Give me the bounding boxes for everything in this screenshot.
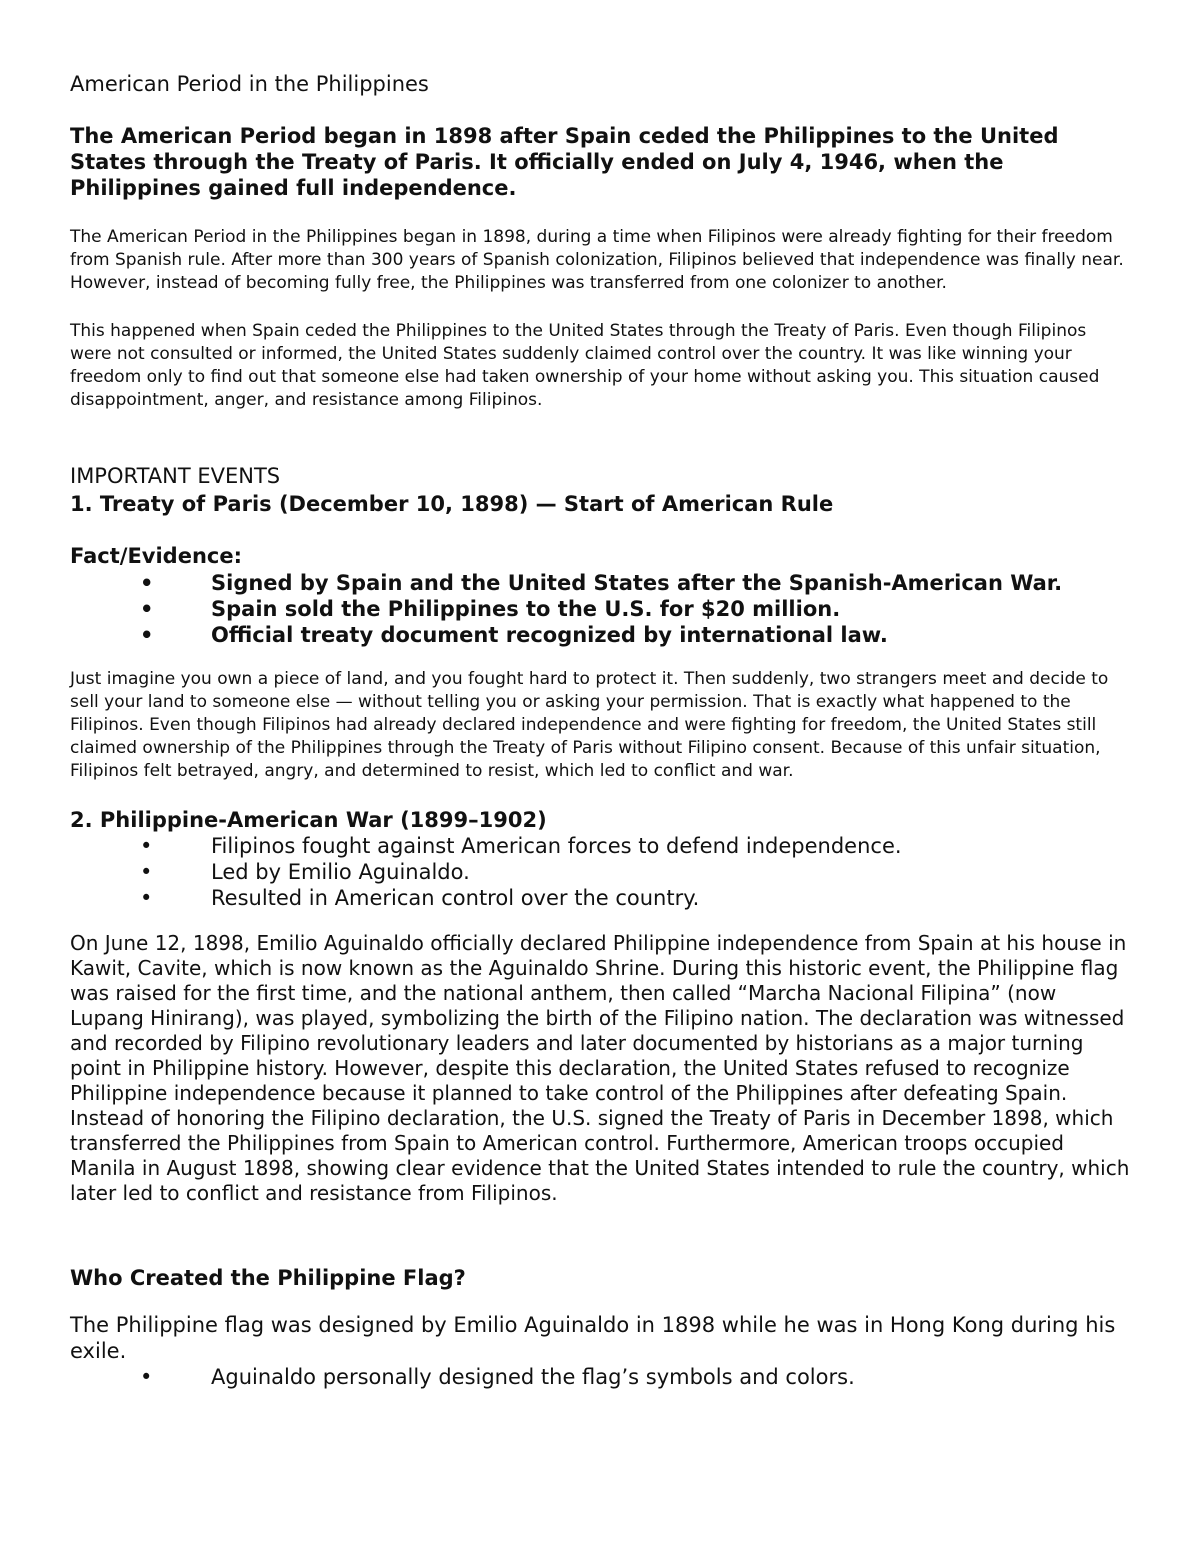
flag-bullet-list <box>70 1364 1130 1390</box>
bullet-text: Resulted in American control over the country. <box>211 886 700 910</box>
list-item <box>70 885 1130 911</box>
bullet-icon: • <box>140 860 153 884</box>
intro-paragraph-1: The American Period in the Philippines began in 1898, during a time when Filipinos were already fighting for their freedom from Spanish rule. After more than 300 years of Spanish colonization, Filipinos believed that independence was finally near. However, instead of becoming fully free, the Philippines was transferred from one colonizer to another. <box>70 227 1124 293</box>
document-title: American Period in the Philippines <box>70 72 429 96</box>
events-heading: IMPORTANT EVENTS <box>70 464 281 488</box>
list-item <box>70 833 1130 859</box>
bullet-icon: • <box>140 834 153 858</box>
bullet-icon: • <box>140 597 154 621</box>
event2-bullet-list <box>70 833 1130 911</box>
bullet-text: Aguinaldo personally designed the flag’s symbols and colors. <box>211 1365 855 1389</box>
list-item <box>70 596 1130 622</box>
summary-paragraph: The American Period began in 1898 after Spain ceded the Philippines to the United States through the Treaty of Paris. It officially ended on July 4, 1946, when the Philippines gained full independence. <box>70 124 1059 200</box>
bullet-text: Spain sold the Philippines to the U.S. for $20 million. <box>211 597 841 621</box>
bullet-icon: • <box>140 571 154 595</box>
intro-paragraph-2: This happened when Spain ceded the Philippines to the United States through the Treaty of Paris. Even though Filipinos were not consulted or informed, the United States suddenly claimed control over the country. It was like winning your freedom only to find out that someone else had taken ownership of your home without asking you. This situation caused disappointment, anger, and resistance among Filipinos. <box>70 321 1100 410</box>
list-item <box>70 1364 1130 1390</box>
flag-paragraph: The Philippine flag was designed by Emilio Aguinaldo in 1898 while he was in Hong Kong during his exile. <box>70 1313 1116 1363</box>
flag-heading: Who Created the Philippine Flag? <box>70 1266 466 1290</box>
bullet-text: Official treaty document recognized by international law. <box>211 623 888 647</box>
event2-paragraph: On June 12, 1898, Emilio Aguinaldo officially declared Philippine independence from Spain at his house in Kawit, Cavite, which is now known as the Aguinaldo Shrine. During this historic event, the Philippine flag was raised for the first time, and the national anthem, then called “Marcha Nacional Filipina” (now Lupang Hinirang), was played, symbolizing the birth of the Filipino nation. The declaration was witnessed and recorded by Filipino revolutionary leaders and later documented by historians as a major turning point in Philippine history. However, despite this declaration, the United States refused to recognize Philippine independence because it planned to take control of the Philippines after defeating Spain. Instead of honoring the Filipino declaration, the U.S. signed the Treaty of Paris in December 1898, which transferred the Philippines from Spain to American control. Furthermore, American troops occupied Manila in August 1898, showing clear evidence that the United States intended to rule the country, which later led to conflict and resistance from Filipinos. <box>70 931 1130 1205</box>
event1-title: 1. Treaty of Paris (December 10, 1898) — Start of American Rule <box>70 492 834 516</box>
bullet-icon: • <box>140 623 154 647</box>
bullet-icon: • <box>140 886 153 910</box>
bullet-icon: • <box>140 1365 153 1389</box>
bullet-text: Led by Emilio Aguinaldo. <box>211 860 470 884</box>
list-item <box>70 570 1130 596</box>
event2-title: 2. Philippine-American War (1899–1902) <box>70 808 547 832</box>
event1-paragraph: Just imagine you own a piece of land, and you fought hard to protect it. Then suddenly, two strangers meet and decide to sell your land to someone else — without telling you or asking your permission. That is exactly what happened to the Filipinos. Even though Filipinos had already declared independence and were fighting for freedom, the United States still claimed ownership of the Philippines through the Treaty of Paris without Filipino consent. Because of this unfair situation, Filipinos felt betrayed, angry, and determined to resist, which led to conflict and war. <box>70 669 1109 781</box>
bullet-text: Filipinos fought against American forces to defend independence. <box>211 834 902 858</box>
event1-bullet-list <box>70 570 1130 648</box>
fact-evidence-label: Fact/Evidence: <box>70 544 242 568</box>
list-item <box>70 622 1130 648</box>
list-item <box>70 859 1130 885</box>
bullet-text: Signed by Spain and the United States after the Spanish-American War. <box>211 571 1063 595</box>
